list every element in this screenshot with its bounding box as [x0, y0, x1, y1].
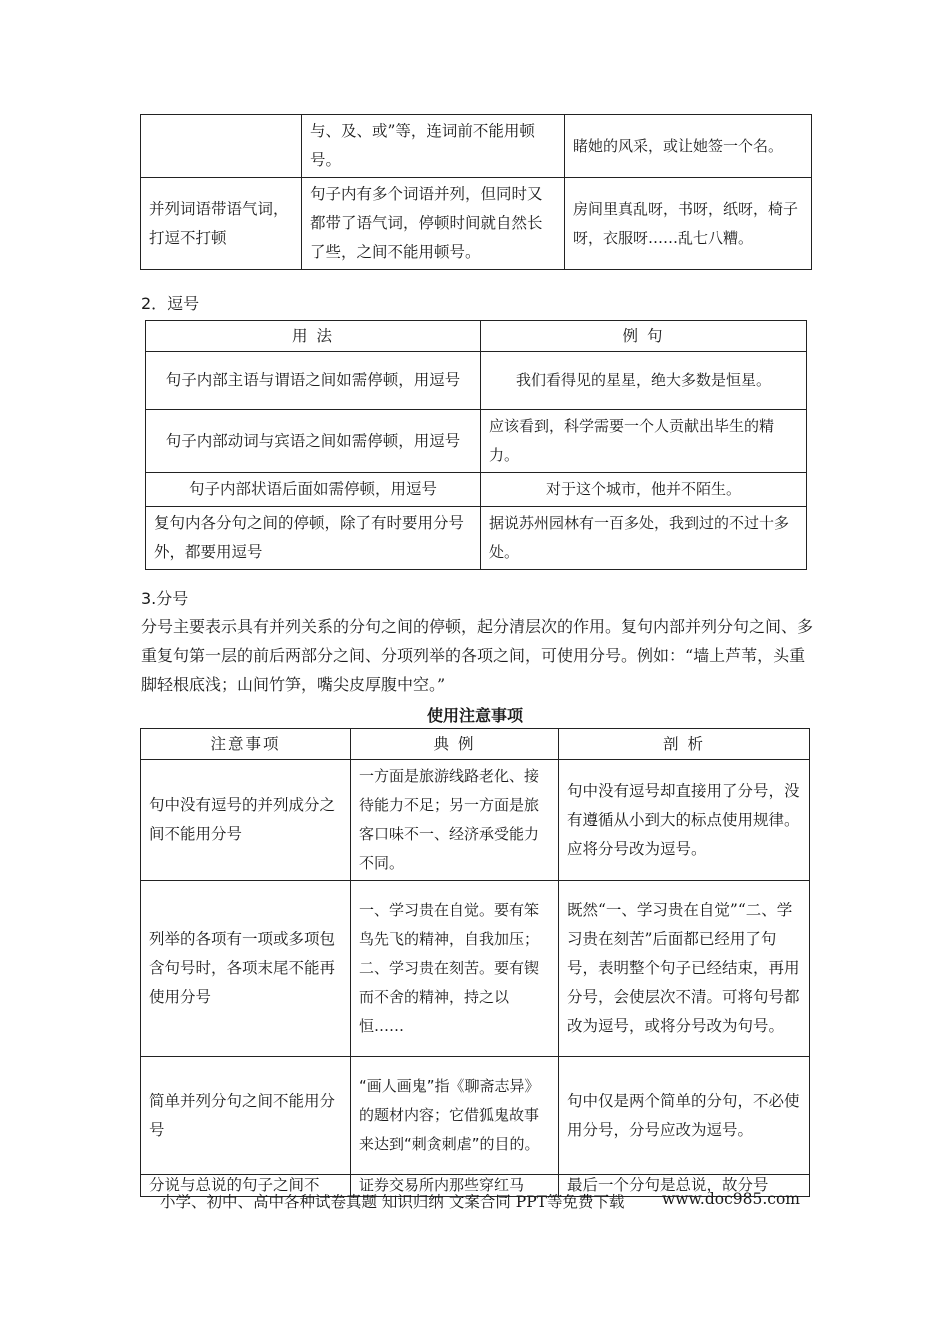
table-row [146, 410, 807, 473]
footer-text: 小学、初中、高中各种试卷真题 知识归纳 文案合同 PPT等免费下载 [160, 1193, 625, 1211]
table-row [141, 881, 810, 1057]
example-cell: 证券交易所内那些穿红马 [351, 1175, 559, 1197]
table-row [146, 507, 807, 570]
column-header-example: 典 例 [351, 729, 559, 760]
example-cell: “画人画鬼”指《聊斋志异》的题材内容；它借狐鬼故事来达到“刺贪刺虐”的目的。 [351, 1057, 559, 1175]
semicolon-description: 分号主要表示具有并列关系的分句之间的停顿，起分清层次的作用。复句内部并列分句之间、多重复句第一层的前后两部分之间、分项列举的各项之间，可使用分号。例如：“墙上芦苇，头重脚轻根底浅；山间竹笋，嘴尖皮厚腹中空。” [141, 617, 814, 694]
example-cell: 应该看到，科学需要一个人贡献出毕生的精力。 [481, 410, 807, 473]
column-header-analysis: 剖 析 [559, 729, 810, 760]
table-row [141, 1057, 810, 1175]
example-cell: 一、学习贵在自觉。要有笨鸟先飞的精神，自我加压；二、学习贵在刻苦。要有锲而不舍的精神，持之以恒…… [351, 881, 559, 1057]
note-cell: 列举的各项有一项或多项包含句号时，各项末尾不能再使用分号 [141, 881, 351, 1057]
table-row [146, 352, 807, 410]
note-cell: 与、及、或”等，连词前不能用顿号。 [302, 115, 565, 178]
example-cell: 睹她的风采，或让她签一个名。 [565, 115, 812, 178]
example-cell: 对于这个城市，他并不陌生。 [481, 473, 807, 507]
comma-table [145, 320, 807, 570]
table-row [141, 760, 810, 881]
usage-cell: 句子内部主语与谓语之间如需停顿，用逗号 [146, 352, 481, 410]
note-cell: 句中没有逗号的并列成分之间不能用分号 [141, 760, 351, 881]
example-cell: 据说苏州园林有一百多处，我到过的不过十多处。 [481, 507, 807, 570]
note-cell: 句子内有多个词语并列，但同时又都带了语气词，停顿时间就自然长了些，之间不能用顿号。 [302, 178, 565, 270]
semicolon-table [140, 728, 810, 1197]
usage-cell: 句子内部状语后面如需停顿，用逗号 [146, 473, 481, 507]
table-row [146, 473, 807, 507]
table-caption: 使用注意事项 [426, 706, 523, 725]
analysis-cell: 句中没有逗号却直接用了分号，没有遵循从小到大的标点使用规律。应将分号改为逗号。 [559, 760, 810, 881]
column-header-usage: 用 法 [146, 321, 481, 352]
usage-cell: 并列词语带语气词，打逗不打顿 [141, 178, 302, 270]
table-header-row [141, 729, 810, 760]
column-header-note: 注意事项 [141, 729, 351, 760]
note-cell: 分说与总说的句子之间不 [141, 1175, 351, 1197]
table-row [141, 178, 812, 270]
column-header-example: 例 句 [481, 321, 807, 352]
continued-table [140, 114, 812, 270]
analysis-cell: 句中仅是两个简单的分句，不必使用分号，分号应改为逗号。 [559, 1057, 810, 1175]
analysis-cell: 既然“一、学习贵在自觉”“二、学习贵在刻苦”后面都已经用了句号，表明整个句子已经结束，再用分号，会使层次不清。可将句号都改为逗号，或将分号改为句号。 [559, 881, 810, 1057]
usage-cell [141, 115, 302, 178]
usage-cell: 句子内部动词与宾语之间如需停顿，用逗号 [146, 410, 481, 473]
example-cell: 一方面是旅游线路老化、接待能力不足；另一方面是旅客口味不一、经济承受能力不同。 [351, 760, 559, 881]
table-header-row [146, 321, 807, 352]
analysis-cell: 最后一个分句是总说，故分号 [559, 1175, 810, 1197]
example-cell: 我们看得见的星星，绝大多数是恒星。 [481, 352, 807, 410]
table-row [141, 115, 812, 178]
note-cell: 简单并列分句之间不能用分号 [141, 1057, 351, 1175]
footer-website-link[interactable]: www.doc985.com [661, 1190, 800, 1208]
page-footer [160, 1190, 800, 1212]
section-heading-semicolon: 3.分号 [141, 589, 189, 608]
example-cell: 房间里真乱呀，书呀，纸呀，椅子呀，衣服呀……乱七八糟。 [565, 178, 812, 270]
usage-cell: 复句内各分句之间的停顿，除了有时要用分号外，都要用逗号 [146, 507, 481, 570]
section-heading-comma: 2．逗号 [141, 294, 200, 313]
